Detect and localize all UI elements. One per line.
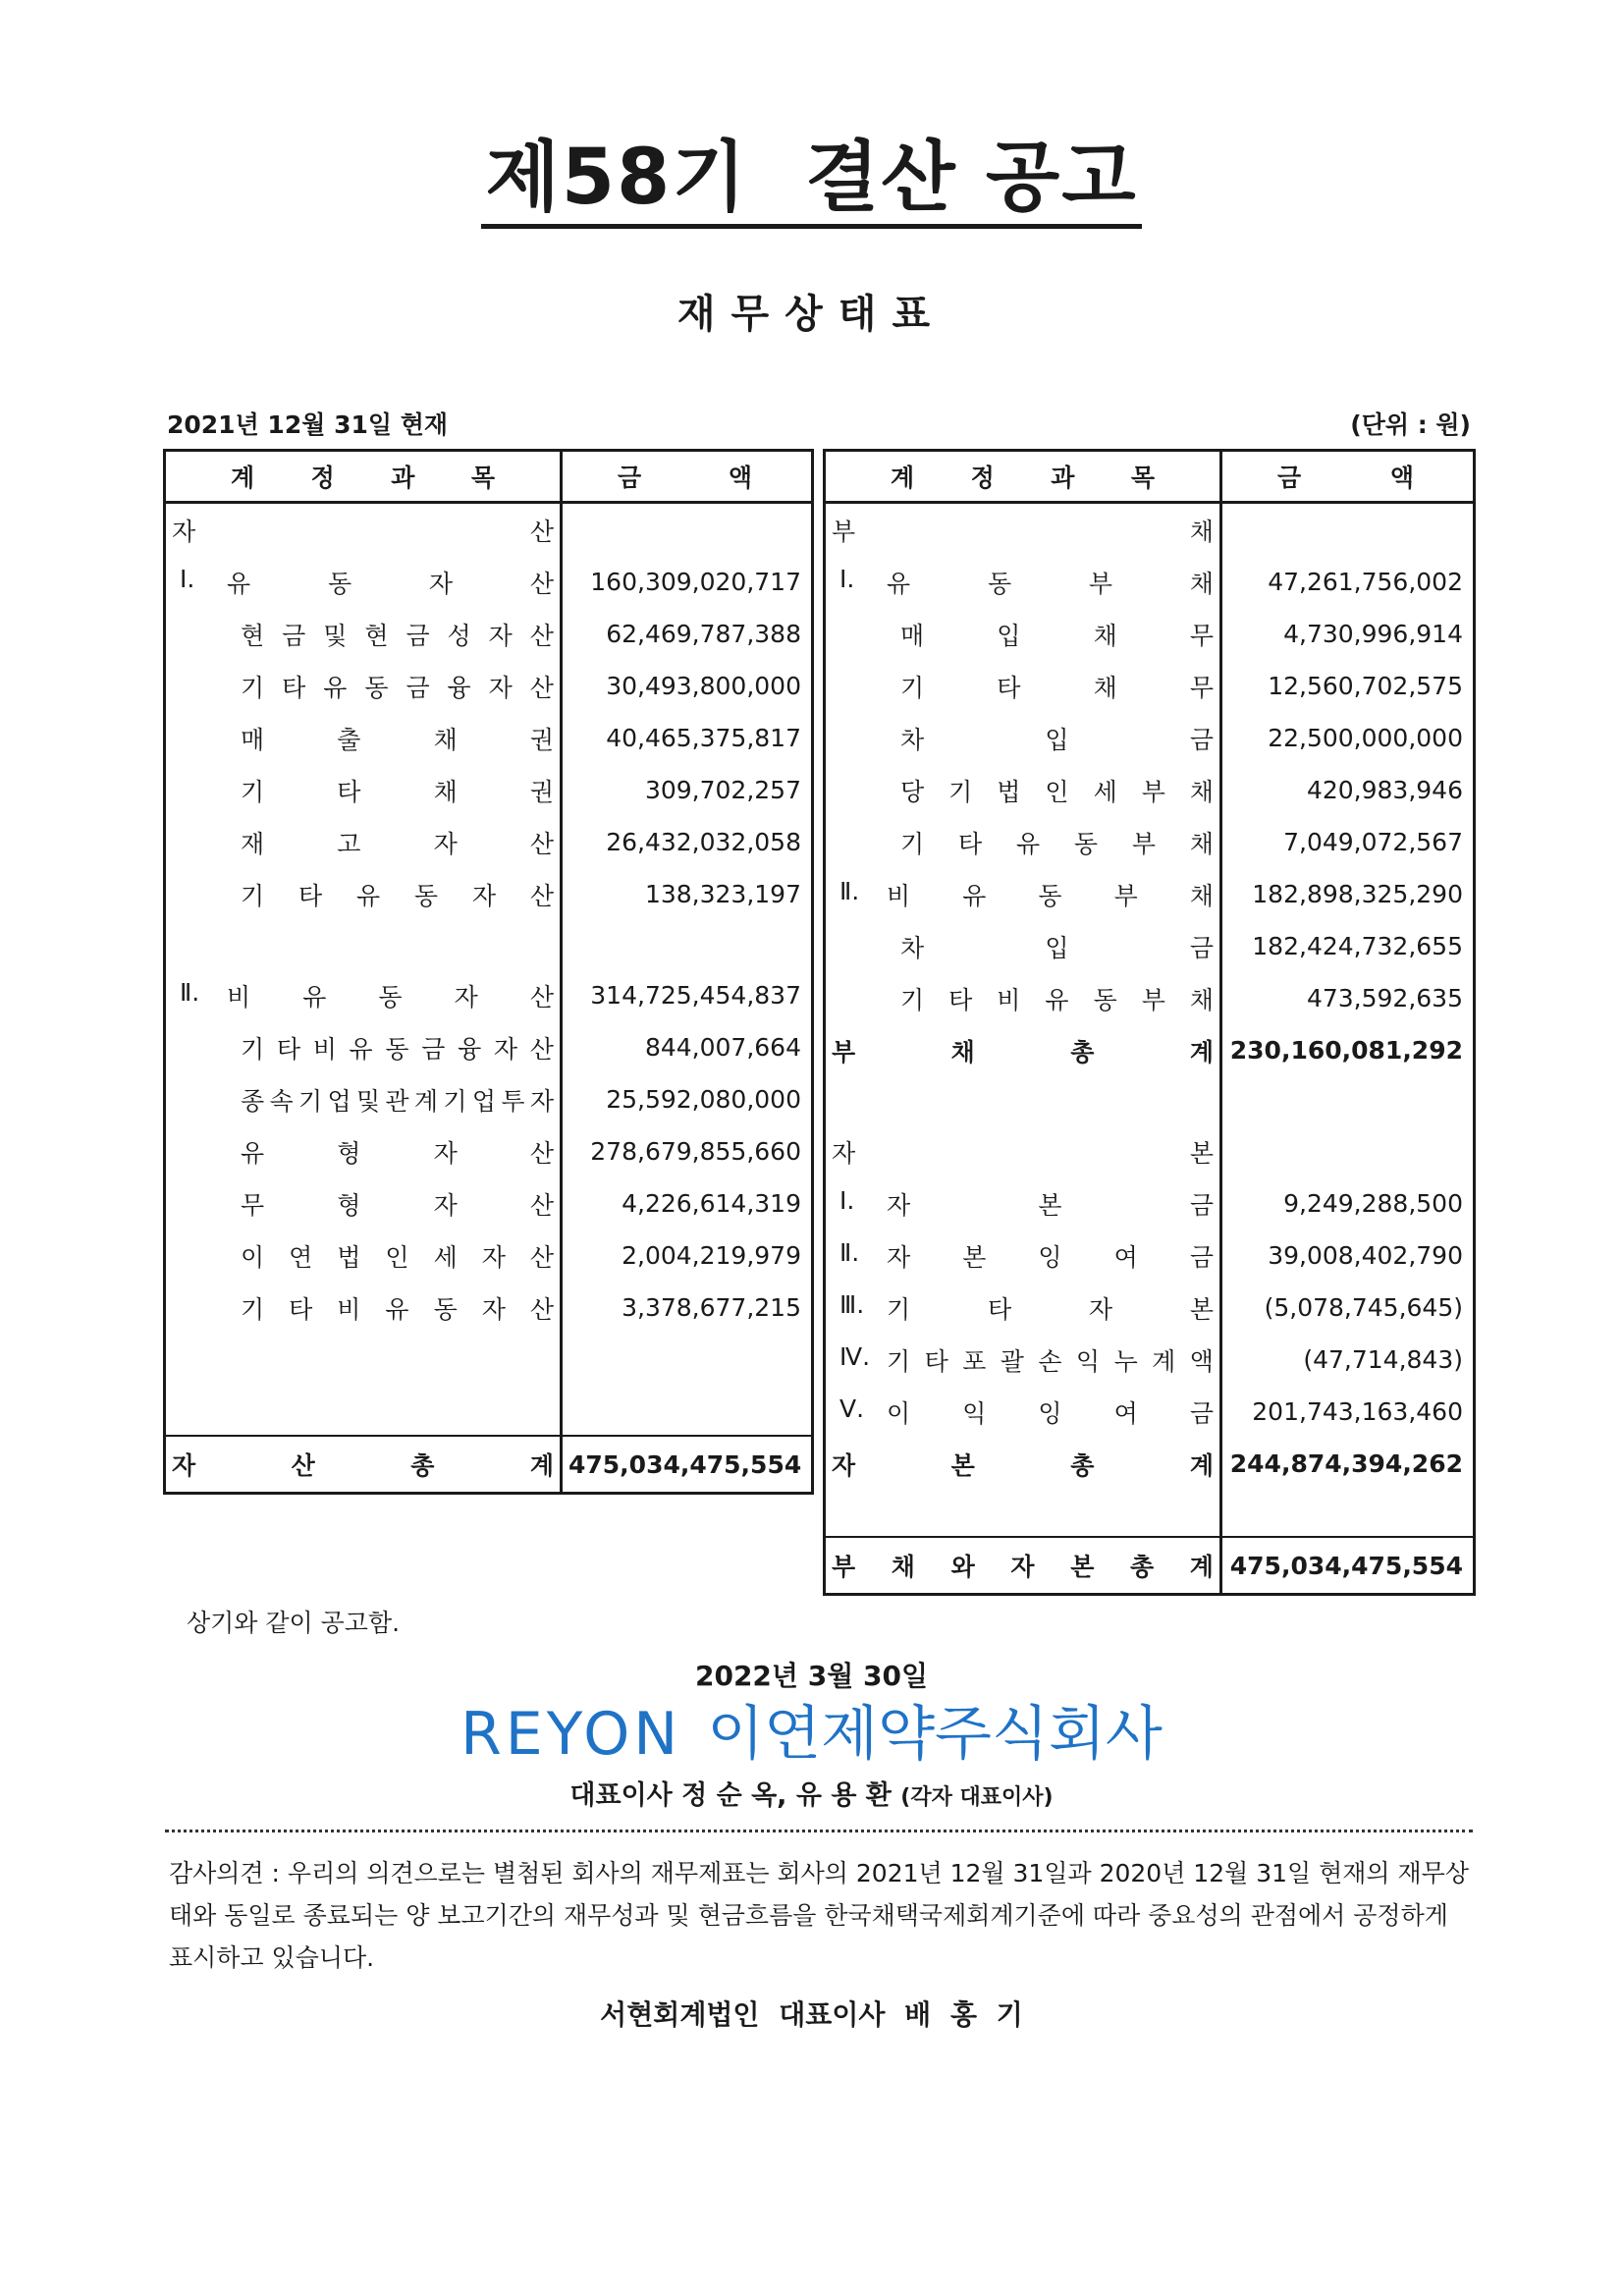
investments-row: [165, 1073, 813, 1125]
row-amount: 230,160,081,292: [1221, 1024, 1475, 1076]
row-number: Ⅴ.: [839, 1394, 865, 1423]
row-amount: 314,725,454,837: [562, 969, 813, 1021]
spacer-row: [825, 1076, 1475, 1125]
other-equity-row: [825, 1282, 1475, 1334]
row-amount: 182,898,325,290: [1221, 868, 1475, 920]
announcement-note: 상기와 같이 공고함.: [187, 1609, 401, 1637]
company-logo: [0, 1687, 1623, 1772]
announcement-date: 2022년 3월 30일: [694, 1660, 929, 1692]
row-amount: 62,469,787,388: [562, 608, 813, 660]
row-label: 매 입 채 무: [900, 621, 1214, 650]
row-label: 당 기 법 인 세 부 채: [900, 777, 1214, 806]
row-label: 자 본 금: [887, 1190, 1214, 1220]
row-label: 기 타 비 유 동 금 융 자 산: [241, 1034, 554, 1064]
row-label: 유 동 부 채: [887, 569, 1214, 598]
row-number: Ⅳ.: [839, 1341, 871, 1371]
row-amount: 309,702,257: [562, 764, 813, 816]
header-account: 계 정 과 목: [231, 464, 495, 492]
row-amount: 39,008,402,790: [1221, 1230, 1475, 1282]
header-account: 계 정 과 목: [891, 464, 1155, 492]
row-amount: 47,261,756,002: [1221, 556, 1475, 608]
row-label: 비 유 동 자 산: [227, 982, 554, 1011]
total-liabilities-equity-row: [825, 1537, 1475, 1595]
trade-receivables-row: [165, 712, 813, 764]
row-number: Ⅱ.: [180, 977, 200, 1007]
row-label: 기 타 비 유 동 자 산: [241, 1294, 554, 1324]
representative-line: [0, 1774, 1623, 1812]
row-amount: 278,679,855,660: [562, 1125, 813, 1177]
unit-label: (단위 : 원): [1350, 410, 1471, 439]
other-current-fin-assets-row: [165, 660, 813, 712]
tangible-row: [165, 1125, 813, 1177]
row-number: Ⅰ.: [839, 1185, 855, 1215]
cash-row: [165, 608, 813, 660]
oci-row: [825, 1334, 1475, 1386]
row-amount: 420,983,946: [1221, 764, 1475, 816]
row-amount: 30,493,800,000: [562, 660, 813, 712]
row-label: 종 속 기 업 및 관 계 기 업 투 자: [241, 1086, 554, 1116]
row-label: 매 출 채 권: [241, 725, 554, 754]
row-amount: 244,874,394,262: [1221, 1438, 1475, 1490]
auditor-title: 대표이사: [779, 1998, 886, 2031]
company-name: 이연제약주식회사: [707, 1700, 1163, 1769]
row-amount: (5,078,745,645): [1221, 1282, 1475, 1334]
row-label: 비 유 동 부 채: [887, 881, 1214, 910]
row-amount: 26,432,032,058: [562, 816, 813, 868]
row-amount: 12,560,702,575: [1221, 660, 1475, 712]
total-equity-row: [825, 1438, 1475, 1490]
row-amount: 138,323,197: [562, 868, 813, 920]
assets-row: [165, 503, 813, 557]
brand-wordmark: REYON: [460, 1700, 682, 1769]
total-assets-amount: 475,034,475,554: [562, 1436, 813, 1494]
total-liabilities-equity-label: 부 채 와 자 본 총 계: [832, 1553, 1214, 1581]
row-label: 기 타 포 괄 손 익 누 계 액: [887, 1346, 1214, 1376]
inventories-row: [165, 816, 813, 868]
deferred-tax-row: [165, 1230, 813, 1282]
assets-table: [163, 449, 814, 1495]
row-number: Ⅰ.: [180, 564, 195, 593]
row-label: 유 동 자 산: [227, 569, 554, 598]
as-of-date: 2021년 12월 31일 현재: [167, 410, 449, 439]
row-label: 자 본 잉 여 금: [887, 1242, 1214, 1272]
total-assets-row: [165, 1436, 813, 1494]
row-label: 기 타 채 무: [900, 673, 1214, 702]
row-label: 기 타 비 유 동 부 채: [900, 985, 1214, 1014]
liabilities-heading-row: [825, 503, 1475, 557]
table-header: [825, 451, 1475, 503]
row-number: Ⅱ.: [839, 1237, 860, 1267]
borrowings-noncurrent-row: [825, 920, 1475, 972]
row-label: 자 산: [172, 517, 554, 546]
income-tax-row: [825, 764, 1475, 816]
row-label: 무 형 자 산: [241, 1190, 554, 1220]
row-label: 기 타 유 동 자 산: [241, 881, 554, 910]
header-amount: 금 액: [1277, 464, 1414, 492]
row-label: 부 채 총 계: [832, 1037, 1214, 1066]
capital-stock-row: [825, 1177, 1475, 1230]
equity-label: 자 본: [832, 1138, 1214, 1168]
other-noncurrent-assets-row: [165, 1282, 813, 1334]
intangible-row: [165, 1177, 813, 1230]
row-label: 자 본 총 계: [832, 1450, 1214, 1480]
current-assets-row: [165, 556, 813, 608]
page-title: 제58기 결산 공고: [0, 116, 1623, 226]
row-amount: [562, 503, 813, 557]
row-amount: (47,714,843): [1221, 1334, 1475, 1386]
row-label: 유 형 자 산: [241, 1138, 554, 1168]
row-amount: 182,424,732,655: [1221, 920, 1475, 972]
row-amount: 7,049,072,567: [1221, 816, 1475, 868]
row-amount: 3,378,677,215: [562, 1282, 813, 1334]
spacer-row: [825, 1490, 1475, 1537]
audit-opinion: 감사의견 : 우리의 의견으로는 별첨된 회사의 재무제표는 회사의 2021년 12월 31일과 2020년 12월 31일 현재의 재무상태와 동일로 종료되는 양 보고기간의 재무성과 및 현금흐름을 한국채택국제회계기준에 따라 중요성의 관점에서 공정하게 표시하고 있습니다.: [169, 1859, 1469, 1972]
other-noncurrent-liabilities-row: [825, 972, 1475, 1024]
equity-heading-row: [825, 1125, 1475, 1177]
spacer-row: [165, 920, 813, 969]
current-liabilities-row: [825, 556, 1475, 608]
row-number: Ⅰ.: [839, 564, 855, 593]
row-label: 차 입 금: [900, 933, 1214, 962]
row-label: 기 타 자 본: [887, 1294, 1214, 1324]
header-amount: 금 액: [618, 464, 752, 492]
row-label: 차 입 금: [900, 725, 1214, 754]
row-amount: 9,249,288,500: [1221, 1177, 1475, 1230]
row-amount: 844,007,664: [562, 1021, 813, 1073]
row-label: 재 고 자 산: [241, 829, 554, 858]
row-number: Ⅲ.: [839, 1289, 865, 1319]
row-amount: 160,309,020,717: [562, 556, 813, 608]
auditor-signature: [0, 1994, 1623, 2033]
borrowings-current-row: [825, 712, 1475, 764]
row-label: 현 금 및 현 금 성 자 산: [241, 621, 554, 650]
retained-earnings-row: [825, 1386, 1475, 1438]
row-amount: 40,465,375,817: [562, 712, 813, 764]
row-number: Ⅱ.: [839, 876, 860, 905]
statement-title: 재무상태표: [676, 292, 947, 337]
row-label: 이 익 잉 여 금: [887, 1398, 1214, 1428]
total-liabilities-equity-amount: 475,034,475,554: [1221, 1537, 1475, 1595]
ceo-names: 정 순 옥, 유 용 환: [681, 1780, 892, 1811]
capital-surplus-row: [825, 1230, 1475, 1282]
row-amount: 22,500,000,000: [1221, 712, 1475, 764]
spacer-row: [165, 1334, 813, 1436]
ceo-title: 대표이사: [569, 1780, 673, 1811]
other-noncurrent-fin-assets-row: [165, 1021, 813, 1073]
other-current-liabilities-row: [825, 816, 1475, 868]
dotted-divider: [165, 1830, 1473, 1832]
noncurrent-assets-row: [165, 969, 813, 1021]
other-payables-row: [825, 660, 1475, 712]
auditor-firm: 서현회계법인: [600, 1998, 760, 2031]
noncurrent-liabilities-row: [825, 868, 1475, 920]
liabilities-equity-table: [823, 449, 1476, 1596]
other-receivables-row: [165, 764, 813, 816]
ceo-note: (각자 대표이사): [900, 1785, 1054, 1810]
row-label: 기 타 채 권: [241, 777, 554, 806]
table-header: [165, 451, 813, 503]
liabilities-label: 부 채: [832, 517, 1214, 546]
total-liabilities-row: [825, 1024, 1475, 1076]
row-amount: 25,592,080,000: [562, 1073, 813, 1125]
total-assets-label: 자 산 총 계: [172, 1451, 554, 1480]
row-amount: 201,743,163,460: [1221, 1386, 1475, 1438]
row-label: 기 타 유 동 부 채: [900, 829, 1214, 858]
row-amount: 4,226,614,319: [562, 1177, 813, 1230]
row-amount: 473,592,635: [1221, 972, 1475, 1024]
row-amount: 2,004,219,979: [562, 1230, 813, 1282]
row-label: 이 연 법 인 세 자 산: [241, 1242, 554, 1272]
row-label: 기 타 유 동 금 융 자 산: [241, 673, 554, 702]
auditor-name: 배 홍 기: [904, 1998, 1023, 2031]
row-amount: 4,730,996,914: [1221, 608, 1475, 660]
trade-payables-row: [825, 608, 1475, 660]
other-current-assets-row: [165, 868, 813, 920]
